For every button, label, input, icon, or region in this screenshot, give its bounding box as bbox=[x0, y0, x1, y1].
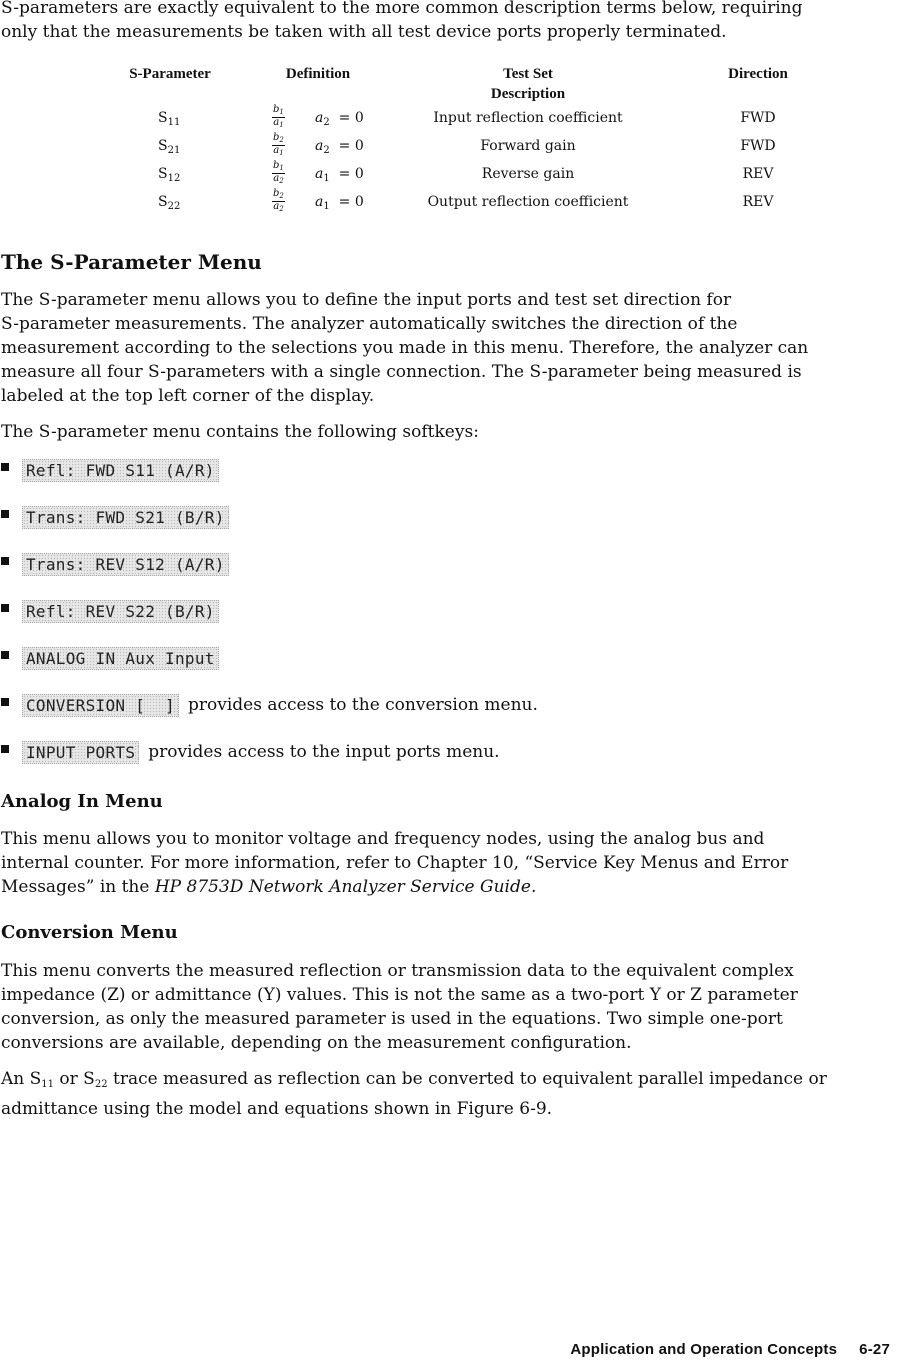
subscript: 11 bbox=[167, 117, 181, 128]
list-item bbox=[1, 740, 500, 764]
subscript: 2 bbox=[323, 145, 330, 156]
softkey-conversion[interactable]: CONVERSION [ ] bbox=[22, 694, 179, 717]
subscript: 2 bbox=[279, 177, 284, 185]
intro-paragraph bbox=[1, 0, 901, 44]
intro-line: only that the measurements be taken with all test device ports properly terminated. bbox=[1, 22, 727, 42]
softkey-trans-fwd-s21[interactable]: Trans: FWD S21 (B/R) bbox=[22, 506, 229, 529]
sparam-cell bbox=[158, 138, 180, 156]
definition-condition bbox=[315, 138, 364, 156]
paragraph-line: labeled at the top left corner of the display. bbox=[1, 386, 375, 406]
subsection-heading: Conversion Menu bbox=[1, 922, 178, 943]
text-run: a bbox=[273, 145, 280, 156]
text-run: = 0 bbox=[338, 166, 364, 182]
paragraph-line: measure all four S-parameters with a single connection. The S-parameter being measured is bbox=[1, 362, 802, 382]
subscript: 11 bbox=[41, 1079, 55, 1090]
subscript: 1 bbox=[279, 121, 284, 129]
subscript: 1 bbox=[323, 173, 330, 184]
softkeys-intro bbox=[1, 420, 901, 444]
paragraph-line: S-parameter measurements. The analyzer automatically switches the direction of the bbox=[1, 314, 738, 334]
paragraph-line: admittance using the model and equations shown in Figure 6-9. bbox=[1, 1099, 553, 1119]
bullet-icon bbox=[1, 510, 9, 518]
subscript: 1 bbox=[323, 201, 330, 212]
softkey-input-ports[interactable]: INPUT PORTS bbox=[22, 741, 139, 764]
paragraph-line bbox=[1, 875, 901, 899]
softkey-analog-in[interactable]: ANALOG IN Aux Input bbox=[22, 647, 219, 670]
definition-fraction bbox=[272, 128, 285, 158]
intro-line: S-parameters are exactly equivalent to the more common description terms below, requiring bbox=[1, 0, 803, 18]
paragraph-line: This menu allows you to monitor voltage and frequency nodes, using the analog bus and bbox=[1, 829, 765, 849]
list-item bbox=[1, 505, 229, 529]
col-header-testset-line: Description bbox=[490, 86, 566, 102]
direction-cell: REV bbox=[742, 166, 774, 182]
paragraph-line: conversion, as only the measured parameter is used in the equations. Two simple one-port bbox=[1, 1009, 783, 1029]
text-run: S bbox=[158, 194, 168, 210]
description-cell: Output reflection coefficient bbox=[427, 194, 629, 210]
text-run: a bbox=[315, 138, 324, 154]
subscript: 22 bbox=[167, 201, 181, 212]
text-run: b bbox=[273, 132, 280, 143]
definition-condition bbox=[315, 166, 364, 184]
description-cell: Input reflection coefficient bbox=[433, 110, 623, 126]
analog-paragraph bbox=[1, 827, 901, 899]
direction-cell: FWD bbox=[740, 138, 776, 154]
paragraph-line: This menu converts the measured reflection or transmission data to the equivalent complex bbox=[1, 961, 794, 981]
col-header-testset bbox=[448, 64, 608, 104]
description-cell: Reverse gain bbox=[481, 166, 575, 182]
col-header-sparam: S-Parameter bbox=[129, 66, 211, 82]
list-item bbox=[1, 693, 538, 717]
text-run: . bbox=[530, 877, 537, 897]
text-run: S bbox=[158, 138, 168, 154]
text-run: b bbox=[273, 160, 280, 171]
definition-condition bbox=[315, 194, 364, 212]
text-run: = 0 bbox=[338, 138, 364, 154]
subscript: 1 bbox=[279, 108, 284, 116]
direction-cell: FWD bbox=[740, 110, 776, 126]
text-run: a bbox=[273, 173, 280, 184]
sparam-cell bbox=[158, 110, 180, 128]
text-run: S bbox=[158, 166, 168, 182]
definition-fraction bbox=[272, 100, 285, 130]
softkey-trans-rev-s12[interactable]: Trans: REV S12 (A/R) bbox=[22, 553, 229, 576]
list-item bbox=[1, 552, 229, 576]
text-run: a bbox=[273, 117, 280, 128]
subscript: 2 bbox=[323, 117, 330, 128]
sparam-cell bbox=[158, 194, 180, 212]
paragraph-line: internal counter. For more information, refer to Chapter 10, “Service Key Menus and Error bbox=[1, 853, 789, 873]
conversion-paragraph-2 bbox=[1, 1067, 901, 1121]
text-run: = 0 bbox=[338, 110, 364, 126]
text-run: b bbox=[273, 104, 280, 115]
text-run: b bbox=[273, 188, 280, 199]
conversion-paragraph bbox=[1, 959, 901, 1055]
col-header-testset-line: Test Set bbox=[503, 66, 553, 82]
subscript: 21 bbox=[167, 145, 181, 156]
col-header-definition: Definition bbox=[285, 66, 351, 82]
paragraph-line: impedance (Z) or admittance (Y) values. This is not the same as a two-port Y or Z parameter bbox=[1, 985, 798, 1005]
service-guide-title: HP 8753D Network Analyzer Service Guide bbox=[154, 877, 531, 897]
subscript: 2 bbox=[279, 136, 284, 144]
description-cell: Forward gain bbox=[480, 138, 576, 154]
text-run: trace measured as reflection can be converted to equivalent parallel impedance or bbox=[107, 1069, 827, 1089]
text-run: Messages” in the bbox=[1, 877, 155, 897]
subscript: 1 bbox=[279, 149, 284, 157]
softkey-refl-fwd-s11[interactable]: Refl: FWD S11 (A/R) bbox=[22, 459, 219, 482]
text-run: a bbox=[315, 166, 324, 182]
section-heading: The S-Parameter Menu bbox=[1, 250, 262, 274]
col-header-direction: Direction bbox=[728, 66, 788, 82]
sparam-cell bbox=[158, 166, 180, 184]
sparam-paragraph bbox=[1, 288, 901, 408]
subscript: 2 bbox=[279, 192, 284, 200]
paragraph-line: The S-parameter menu allows you to define the input ports and test set direction for bbox=[1, 290, 732, 310]
subscript: 12 bbox=[167, 173, 181, 184]
bullet-icon bbox=[1, 604, 9, 612]
text-run: a bbox=[315, 194, 324, 210]
paragraph-line bbox=[1, 1067, 901, 1097]
text-run: a bbox=[315, 110, 324, 126]
subscript: 2 bbox=[279, 205, 284, 213]
text-run: or S bbox=[54, 1069, 95, 1089]
text-run: S bbox=[158, 110, 168, 126]
bullet-icon bbox=[1, 557, 9, 565]
direction-cell: REV bbox=[742, 194, 774, 210]
softkey-description: provides access to the conversion menu. bbox=[188, 695, 538, 715]
softkey-description: provides access to the input ports menu. bbox=[148, 742, 500, 762]
footer-section-title: Application and Operation Concepts bbox=[570, 1341, 838, 1358]
bullet-icon bbox=[1, 745, 9, 753]
definition-fraction bbox=[272, 156, 285, 186]
text-run: An S bbox=[1, 1069, 42, 1089]
subscript: 1 bbox=[279, 164, 284, 172]
bullet-icon bbox=[1, 651, 9, 659]
softkey-refl-rev-s22[interactable]: Refl: REV S22 (B/R) bbox=[22, 600, 219, 623]
list-item bbox=[1, 599, 219, 623]
definition-fraction bbox=[272, 184, 285, 214]
bullet-icon bbox=[1, 463, 9, 471]
page-number: 6-27 bbox=[859, 1341, 890, 1358]
text-run: a bbox=[273, 201, 280, 212]
text-run: = 0 bbox=[338, 194, 364, 210]
bullet-icon bbox=[1, 698, 9, 706]
list-item bbox=[1, 646, 219, 670]
page-footer bbox=[570, 1341, 890, 1358]
list-item bbox=[1, 458, 219, 482]
subscript: 22 bbox=[94, 1079, 108, 1090]
subsection-heading: Analog In Menu bbox=[1, 791, 163, 812]
sparam-table bbox=[0, 62, 908, 222]
paragraph-line: The S-parameter menu contains the following softkeys: bbox=[1, 422, 479, 442]
definition-condition bbox=[315, 110, 364, 128]
paragraph-line: measurement according to the selections you made in this menu. Therefore, the analyzer can bbox=[1, 338, 809, 358]
paragraph-line: conversions are available, depending on the measurement configuration. bbox=[1, 1033, 632, 1053]
